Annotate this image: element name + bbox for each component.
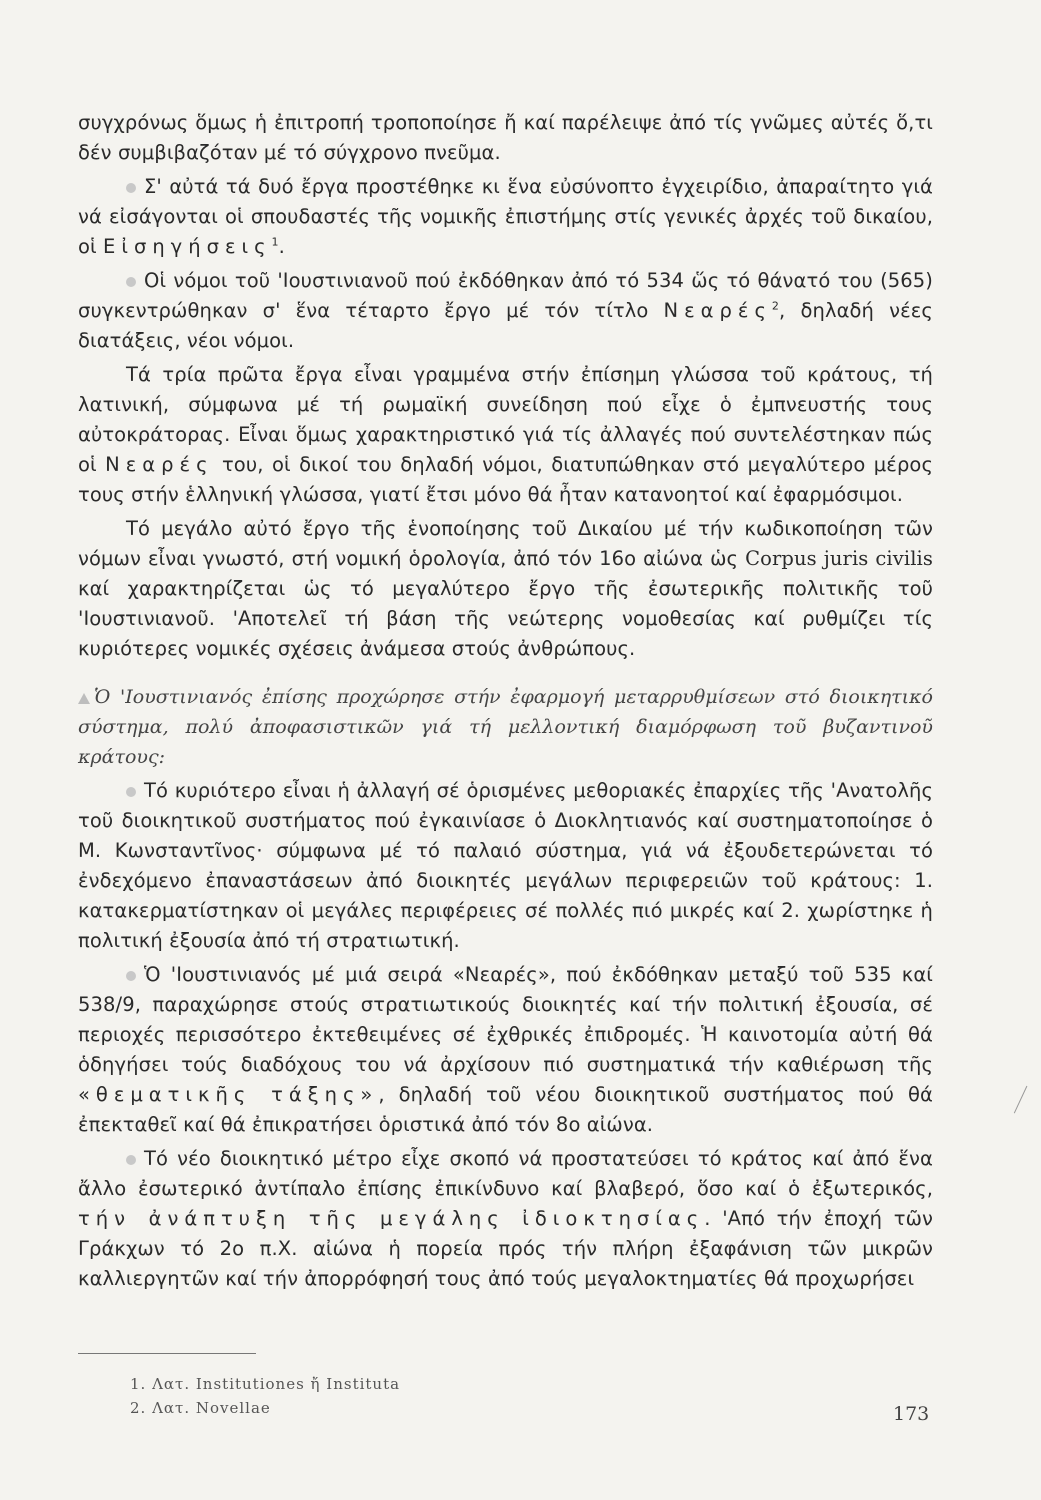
paragraph-text: Τό κυριότερο εἶναι ἡ ἀλλαγή σέ ὁρισμένες μεθοριακές ἐπαρχίες τῆς 'Ανατολῆς τοῦ διοικητικοῦ συστήματος πού ἐγκαινίασε ὁ Διοκλητιανός καί συστηματοποίησε ὁ Μ. Κωνσταντῖνος· σύμφωνα μέ τό παλαιό σύστημα, γιά νά ἐξουδετερώνεται τό ἐνδεχόμενο ἐπαναστάσεων ἀπό διοικητές μεγάλων περιφερειῶν τοῦ κράτους: 1. κατακερματίστηκαν οἱ μεγάλες περιφέρειες σέ πολλές πιό μικρές καί 2. χωρίστηκε ἡ πολιτική ἐξουσία ἀπό τή στρατιωτική. [78,779,933,952]
footnote-ref: 2 [771,299,780,313]
bullet-icon [126,971,136,981]
paragraph-2 [78,172,933,262]
paragraph-3 [78,266,933,356]
paragraph-text: καί χαρακτηρίζεται ὡς τό μεγαλύτερο ἔργο τῆς ἐσωτερικῆς πολιτικῆς τοῦ 'Ιουστινιανοῦ. 'Αποτελεῖ τή βάση τῆς νεώτερης νομοθεσίας καί ρυθμίζει τίς κυριότερες νομικές σχέσεις ἀνάμεσα στούς ἀνθρώπους. [78,577,933,660]
footnote-divider [78,1353,256,1354]
footnote-1: 1. Λατ. Institutiones ἤ Instituta [130,1375,401,1393]
paragraph-1 [78,108,933,168]
footnote-ref: 1 [271,235,279,249]
bullet-icon [126,1155,136,1165]
paragraph-7 [78,776,933,956]
paragraph-text: Τά τρία πρῶτα ἔργα εἶναι γραμμένα στήν ἐπίσημη γλώσσα τοῦ κράτους, τή λατινική, σύμφωνα μέ τή ρωμαϊκή συνείδηση πού εἶχε ὁ ἐμπνευστής τους αὐτοκράτορας. Εἶναι ὅμως χαρακτηριστικό γιά τίς ἀλλαγές πού συντελέστηκαν πώς οἱ [78,363,933,476]
paragraph-6-italic [78,682,933,772]
triangle-icon [78,693,90,704]
paragraph-text: του, οἱ δικοί του δηλαδή νόμοι, διατυπώθηκαν στό μεγαλύτερο μέρος τους στήν ἑλληνική γλώσσα, γιατί ἔτσι μόνο θά ἦταν κατανοητοί καί ἐφαρμόσιμοι. [78,453,933,506]
paragraph-text: Τό νέο διοικητικό μέτρο εἶχε σκοπό νά προστατεύσει τό κράτος καί ἀπό ἕνα ἄλλο ἐσωτερικό ἀντίπαλο ἐπίσης ἐπικίνδυνο καί βλαβερό, ὅσο καί ὁ ἐξωτερικός, [78,1147,933,1200]
paragraph-text: συγχρόνως ὅμως ἡ ἐπιτροπή τροποποίησε ἤ καί παρέλειψε ἀπό τίς γνῶμες αὐτές ὅ,τι δέν συμβιβαζόταν μέ τό σύγχρονο πνεῦμα. [78,111,933,164]
emphasis-spaced: Νεαρές [105,453,214,476]
emphasis-spaced: «θεματικῆς τάξης» [78,1083,379,1106]
footnote-2: 2. Λατ. Novellae [130,1399,271,1417]
bullet-icon [126,787,136,797]
paragraph-text: , δηλαδή νέες διατάξεις, νέοι νόμοι. [78,299,933,352]
footnotes [130,1372,400,1420]
paragraph-text: , δηλαδή τοῦ νέου διοικητικοῦ συστήματος πού θά ἐπεκταθεῖ καί θά ἐπικρατήσει ὁριστικά ἀπό τόν 8ο αἰώνα. [78,1083,933,1136]
paragraph-8 [78,960,933,1140]
bullet-icon [126,277,136,287]
pencil-mark [1014,1086,1029,1114]
page-number: 173 [893,1403,930,1425]
paragraph-text: Ὁ 'Ιουστινιανός μέ μιά σειρά «Νεαρές», πού ἐκδόθηκαν μεταξύ τοῦ 535 καί 538/9, παραχώρησε στούς στρατιωτικούς διοικητές καί τήν πολιτική ἐξουσία, σέ περιοχές περισσότερο ἐκτεθειμένες σέ ἐχθρικές ἐπιδρομές. Ἡ καινοτομία αὐτή θά ὁδηγήσει τούς διαδόχους του νά ἀρχίσουν πιό συστηματικά τήν καθιέρωση τῆς [78,963,933,1076]
emphasis-spaced: Εἰσηγήσεις [103,235,272,258]
paragraph-9 [78,1144,933,1294]
paragraph-text: Τό μεγάλο αὐτό ἔργο τῆς ἑνοποίησης τοῦ Δικαίου μέ τήν κωδικοποίηση τῶν νόμων εἶναι γνωστό, στή νομική ὁρολογία, ἀπό τόν 16ο αἰώνα ὡς [78,517,933,570]
paragraph-4 [78,360,933,510]
latin-term: Corpus juris civilis [745,547,933,570]
paragraph-text: Οἱ νόμοι τοῦ 'Ιουστινιανοῦ πού ἐκδόθηκαν ἀπό τό 534 ὥς τό θάνατό του (565) συγκεντρώθηκαν σ' ἕνα τέταρτο ἔργο μέ τόν τίτλο [78,269,933,322]
paragraph-text: Ὁ 'Ιουστινιανός ἐπίσης προχώρησε στήν ἐφαρμογή μεταρρυθμίσεων στό διοικητικό σύστημα, πολύ ἀποφασιστικῶν γιά τή μελλοντική διαμόρφωση τοῦ βυζαντινοῦ κράτους: [78,686,933,768]
paragraph-text: Σ' αὐτά τά δυό ἔργα προστέθηκε κι ἕνα εὐσύνοπτο ἐγχειρίδιο, ἀπαραίτητο γιά νά εἰσάγονται οἱ σπουδαστές τῆς νομικῆς ἐπιστήμης στίς γενικές ἀρχές τοῦ δικαίου, οἱ [78,175,933,258]
bullet-icon [126,183,136,193]
paragraph-text: . [278,235,285,258]
paragraph-text: . 'Από τήν ἐποχή τῶν Γράκχων τό 2ο π.Χ. αἰώνα ἡ πορεία πρός τήν πλήρη ἐξαφάνιση τῶν μικρῶν καλλιεργητῶν καί τήν ἀπορρόφησή τους ἀπό τούς μεγαλοκτηματίες θά προχωρήσει [78,1207,934,1290]
emphasis-spaced: τήν ἀνάπτυξη τῆς μεγάλης ἰδιοκτησίας [78,1207,705,1230]
page-body [78,108,933,1298]
emphasis-spaced: Νεαρές [663,299,772,322]
paragraph-5 [78,514,933,664]
